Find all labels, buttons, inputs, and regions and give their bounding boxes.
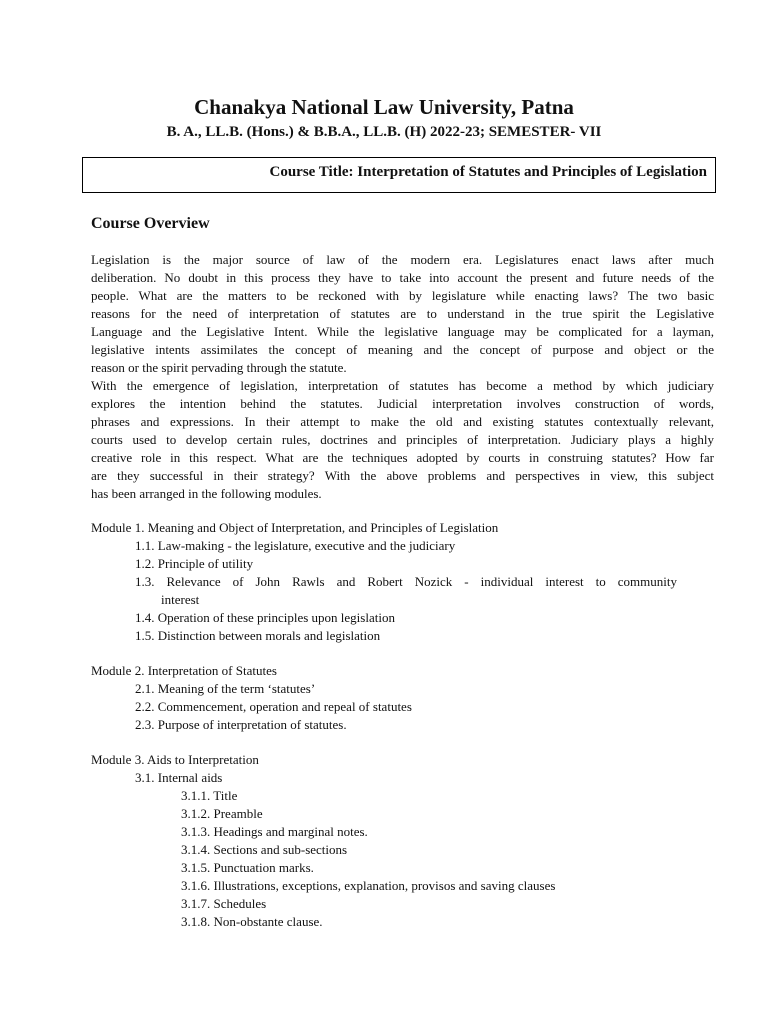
module-item: 3.1.7. Schedules <box>181 896 267 911</box>
module-item: 1.4. Operation of these principles upon legislation <box>135 610 395 625</box>
course-title: Course Title: Interpretation of Statutes and Principles of Legislation <box>269 164 707 180</box>
module-1-title: Module 1. Meaning and Object of Interpretation, and Principles of Legislation <box>91 520 499 535</box>
program-line: B. A., LL.B. (Hons.) & B.B.A., LL.B. (H) 2022-23; SEMESTER- VII <box>166 124 602 140</box>
module-sub-heading: 3.1. Internal aids <box>135 770 223 785</box>
module-item: 1.5. Distinction between morals and legislation <box>135 628 381 643</box>
course-title-box <box>82 157 716 193</box>
paragraph-line: reasons for the need of interpretation of statutes are to understand in the true spirit the Legislative <box>91 306 714 321</box>
paragraph-line: legislative intents assimilates the concept of meaning and the concept of purpose and object or the <box>91 342 714 357</box>
module-item: 3.1.4. Sections and sub-sections <box>181 842 348 857</box>
module-item: 2.1. Meaning of the term ‘statutes’ <box>135 681 316 696</box>
paragraph-line: courts used to develop certain rules, doctrines and principles of interpretation. Judiciary plays a highly <box>91 432 714 447</box>
paragraph-line: reason or the spirit pervading through the statute. <box>91 360 347 375</box>
module-item: 3.1.5. Punctuation marks. <box>181 860 314 875</box>
module-item: 2.2. Commencement, operation and repeal of statutes <box>135 699 412 714</box>
module-item: 3.1.1. Title <box>181 788 238 803</box>
paragraph-line: Language and the Legislative Intent. While the legislative language may be complicated for a layman, <box>91 324 714 339</box>
university-title: Chanakya National Law University, Patna <box>194 95 574 119</box>
overview-paragraph-1 <box>91 251 714 377</box>
module-item: 3.1.8. Non-obstante clause. <box>181 914 323 929</box>
paragraph-line: creative role in this respect. What are the techniques adopted by courts in construing statutes? How far <box>91 450 714 465</box>
module-item: 3.1.2. Preamble <box>181 806 263 821</box>
paragraph-line: explores the intention behind the statutes. Judicial interpretation involves construction of words, <box>91 396 714 411</box>
paragraph-line: are they successful in their strategy? With the above problems and perspectives in view, this subject <box>91 468 714 483</box>
paragraph-line: people. What are the matters to be reckoned with by legislature while enacting laws? The two basic <box>91 288 714 303</box>
module-3-title: Module 3. Aids to Interpretation <box>91 752 259 767</box>
overview-paragraph-2 <box>91 377 714 503</box>
paragraph-line: has been arranged in the following modules. <box>91 486 322 501</box>
module-item: 3.1.3. Headings and marginal notes. <box>181 824 368 839</box>
module-item: 3.1.6. Illustrations, exceptions, explanation, provisos and saving clauses <box>181 878 556 893</box>
module-item: 2.3. Purpose of interpretation of statutes. <box>135 717 347 732</box>
paragraph-line: phrases and expressions. In their attempt to make the old and existing statutes contextually relevant, <box>91 414 714 429</box>
course-overview-heading: Course Overview <box>91 215 210 232</box>
module-item-continuation: interest <box>161 592 200 607</box>
paragraph-line: Legislation is the major source of law of the modern era. Legislatures enact laws after much <box>91 252 714 267</box>
module-item: 1.2. Principle of utility <box>135 556 254 571</box>
module-item: 1.1. Law-making - the legislature, executive and the judiciary <box>135 538 456 553</box>
paragraph-line: With the emergence of legislation, interpretation of statutes has become a method by which judiciary <box>91 378 714 393</box>
paragraph-line: deliberation. No doubt in this process they have to take into account the present and future needs of the <box>91 270 714 285</box>
module-2-title: Module 2. Interpretation of Statutes <box>91 663 277 678</box>
module-item: 1.3. Relevance of John Rawls and Robert Nozick - individual interest to community <box>135 574 677 589</box>
